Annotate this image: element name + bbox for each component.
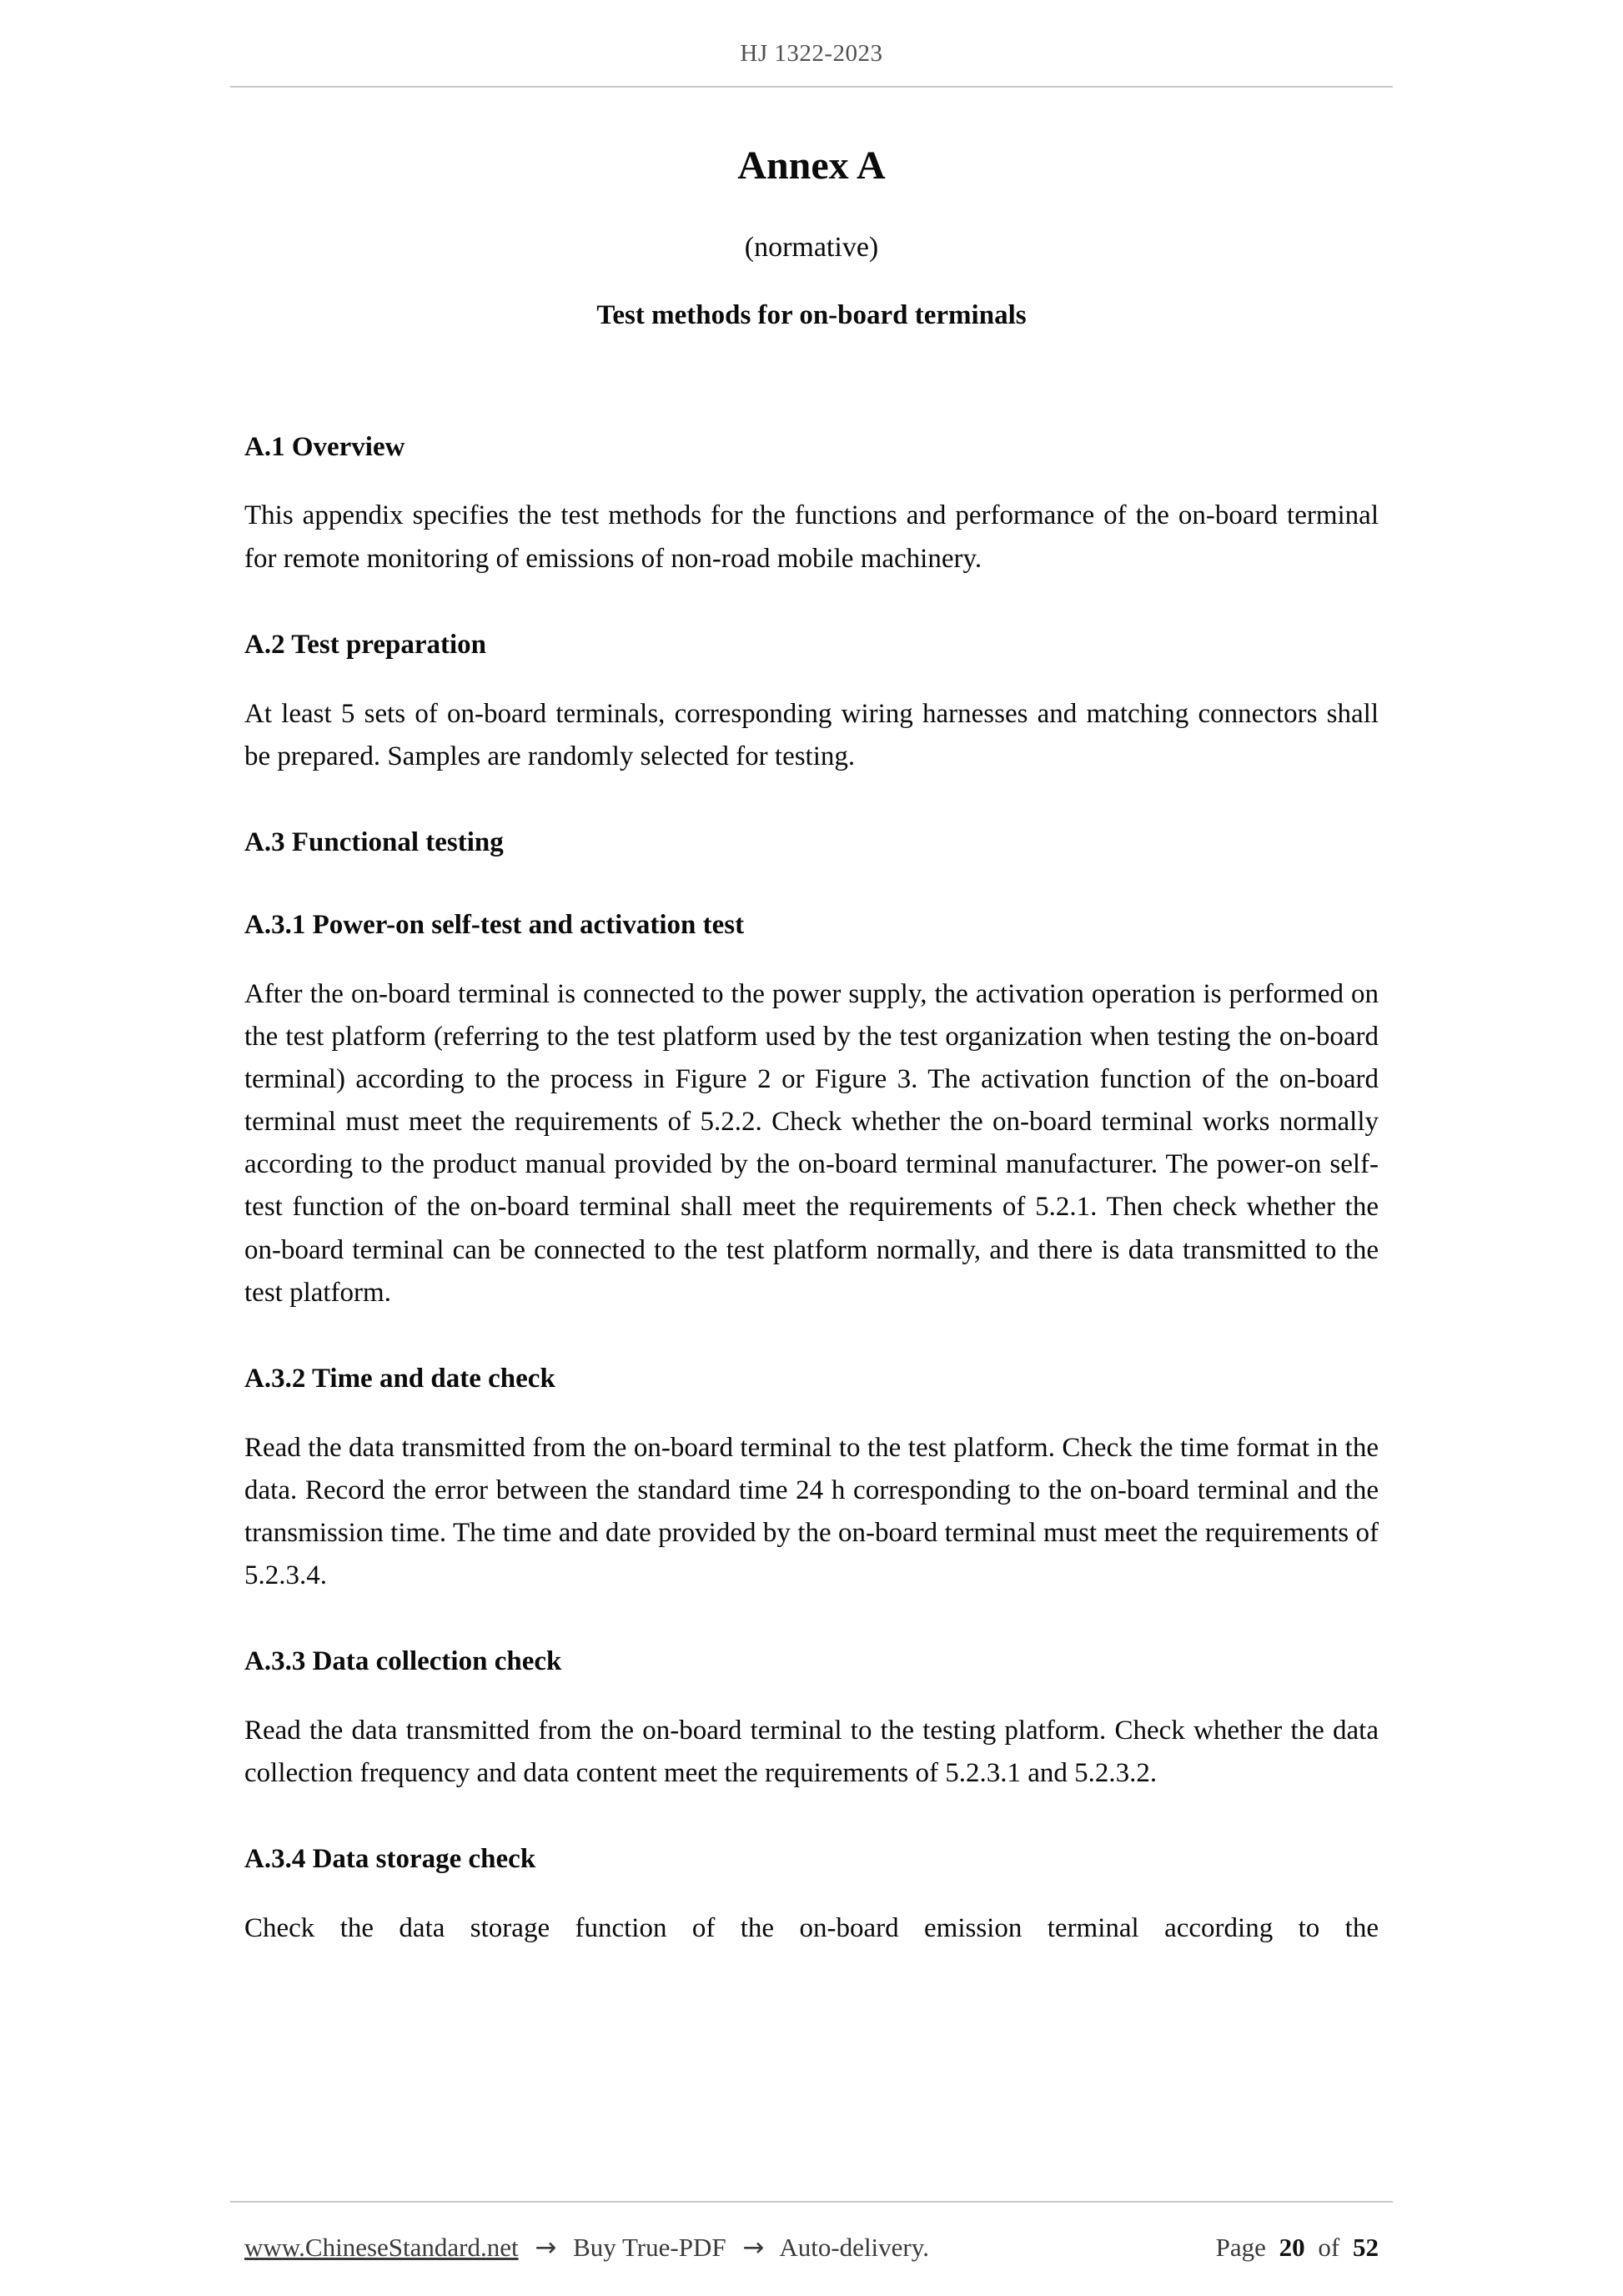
footer-source-line	[244, 2233, 939, 2263]
auto-delivery-label: Auto-delivery.	[779, 2233, 929, 2262]
page-number	[1209, 2233, 1379, 2263]
section-body-overview: This appendix specifies the test methods for the functions and performance of the on-board terminal for remote monitoring of emissions of non-road mobile machinery.	[244, 500, 1379, 574]
arrow-right-icon: →	[535, 2233, 557, 2263]
arrow-right-icon: →	[742, 2233, 765, 2263]
section-heading-power-on-self-test: A.3.1 Power-on self-test and activation test	[244, 909, 745, 940]
header-divider	[230, 86, 1393, 88]
section-body-power-on-self-test: After the on-board terminal is connected to the power supply, the activation operation is performed on the test platform (referring to the test platform used by the test organization when testing the on-board terminal) according to the process in Figure 2 or Figure 3. The activation function of the on-board terminal must meet the requirements of 5.2.2. Check whether the on-board terminal works normally according to the product manual provided by the on-board terminal manufacturer. The power-on self-test function of the on-board terminal shall meet the requirements of 5.2.1. Then check whether the on-board terminal can be connected to the test platform normally, and there is data transmitted to the test platform.	[244, 978, 1379, 1308]
section-heading-data-collection-check: A.3.3 Data collection check	[244, 1646, 562, 1677]
section-body-data-storage-check: Check the data storage function of the on-board emission terminal according to the	[244, 1913, 1379, 1944]
section-heading-time-date-check: A.3.2 Time and date check	[244, 1363, 555, 1394]
doc-number: HJ 1322-2023	[740, 40, 883, 67]
document-content	[244, 108, 1379, 1951]
normative-label: (normative)	[744, 231, 879, 263]
current-page-number: 20	[1279, 2233, 1305, 2262]
section-heading-data-storage-check: A.3.4 Data storage check	[244, 1844, 536, 1875]
section-body-data-collection-check: Read the data transmitted from the on-board terminal to the testing platform. Check whether the data collection frequency and data content meet the requirements of 5.2.3.1 and 5.2.3.2.	[244, 1716, 1379, 1789]
section-heading-test-preparation: A.2 Test preparation	[244, 629, 487, 660]
page-label: Page	[1215, 2233, 1266, 2262]
footer-divider	[230, 2201, 1393, 2203]
total-page-number: 52	[1353, 2233, 1379, 2262]
section-body-time-date-check: Read the data transmitted from the on-board terminal to the test platform. Check the time format in the data. Record the error between the standard time 24 h corresponding to the on-board terminal and the transmission time. The time and date provided by the on-board terminal must meet the requirements of 5.2.3.4.	[244, 1432, 1379, 1591]
annex-title: Annex A	[737, 143, 886, 188]
page-footer	[244, 2233, 1379, 2263]
document-subtitle: Test methods for on-board terminals	[596, 299, 1027, 330]
section-body-test-preparation: At least 5 sets of on-board terminals, corresponding wiring harnesses and matching connectors shall be prepared. Samples are randomly selected for testing.	[244, 698, 1379, 771]
website-link[interactable]: www.ChineseStandard.net	[244, 2233, 519, 2262]
section-heading-overview: A.1 Overview	[244, 431, 405, 462]
buy-pdf-label: Buy True-PDF	[573, 2233, 726, 2262]
section-heading-functional-testing: A.3 Functional testing	[244, 826, 504, 857]
of-label: of	[1318, 2233, 1340, 2262]
